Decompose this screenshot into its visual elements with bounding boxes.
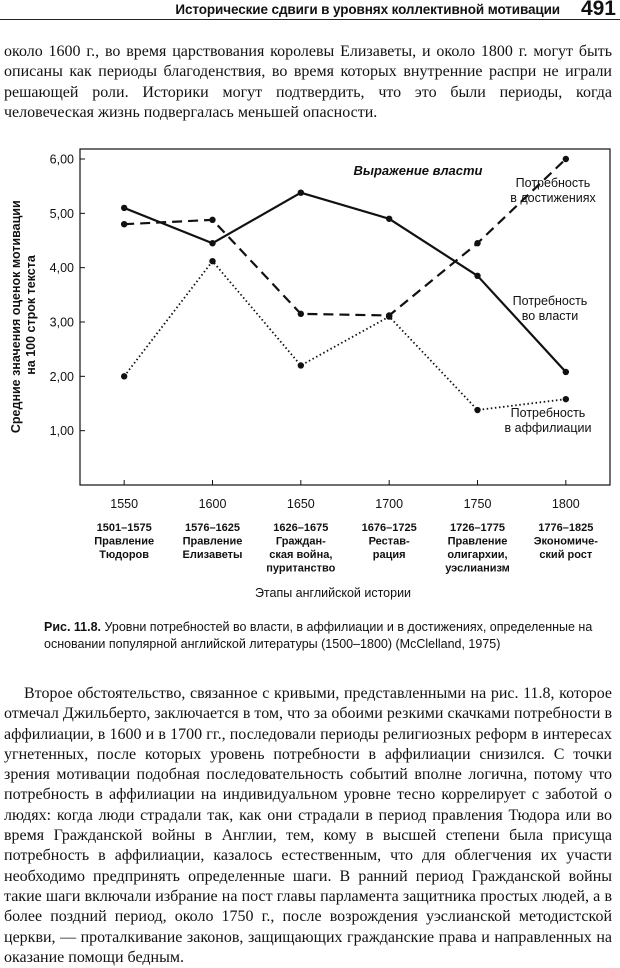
paragraph-bottom: Второе обстоятельство, связанное с кривыми, представленными на рис. 11.8, которое отмечал Джильберто, заключается в том, что за обоими резкими скачками потребности в аффилиации, в 1600 и в 1700 гг., последовали периоды религиозных реформ в интересах угнетенных, после которых уровень потребности в аффилиации снизился. С точки зрения мотивации подобная последовательность событий вполне логична, потому что потребность в аффилиации на индивидуальном уровне тесно коррелирует с заботой о людях: когда люди страдали так, как они страдали в период правления Тюдора или во время Гражданской войны в Англии, тем, кому в высшей степени была присуща потребность в аффилиации, казалось естественным, что для облегчения их участи необходимо предпринять определенные шаги. В ранний период Гражданской войны такие шаги включали избрание на пост главы парламента защитника простых людей, а в более поздний период, около 1750 г., после возрождения уэслианской методистской церкви, — проталкивание законов, защищающих гражданские права и направленных на оказание помощи бедным. bbox=[4, 685, 612, 966]
period-label-line: Правление bbox=[447, 535, 508, 548]
y-tick-label: 3,00 bbox=[49, 315, 74, 330]
period-label bbox=[266, 522, 335, 575]
data-point-affiliation bbox=[209, 258, 215, 264]
period-label-line: 1626–1675 bbox=[273, 522, 329, 534]
series-label-line: в достижениях bbox=[510, 191, 596, 205]
period-label-line: ская война, bbox=[269, 549, 333, 561]
series-label-line: Потребность bbox=[510, 406, 586, 420]
caption-label: Рис. 11.8. bbox=[44, 620, 102, 634]
series-label-power bbox=[513, 294, 588, 323]
x-tick-label: 1600 bbox=[198, 497, 227, 511]
y-tick-label: 2,00 bbox=[49, 369, 74, 384]
y-axis-label-line-1: Средние значения оценок мотивации bbox=[9, 200, 23, 434]
y-tick-label: 1,00 bbox=[49, 424, 74, 439]
period-label-line: Елизаветы bbox=[182, 549, 243, 561]
data-point-power bbox=[121, 205, 127, 211]
series-label-line: во власти bbox=[521, 309, 579, 323]
data-point-achievement bbox=[474, 240, 480, 246]
data-point-affiliation bbox=[474, 407, 480, 413]
period-label-line: 1726–1775 bbox=[449, 522, 506, 534]
period-label bbox=[445, 522, 510, 575]
period-label-line: рация bbox=[372, 549, 406, 561]
data-point-power bbox=[563, 369, 569, 375]
series-line-achievement bbox=[124, 159, 566, 315]
x-tick-label: 1550 bbox=[110, 497, 139, 511]
y-tick-label: 6,00 bbox=[49, 152, 74, 167]
data-point-power bbox=[298, 189, 304, 195]
figure-caption bbox=[44, 619, 604, 653]
data-point-achievement bbox=[298, 311, 304, 317]
period-label-line: Правление bbox=[94, 535, 155, 548]
running-header bbox=[0, 0, 620, 20]
period-label-line: 1501–1575 bbox=[96, 522, 152, 534]
period-label-line: Рестав- bbox=[368, 535, 410, 548]
period-label-line: пуританство bbox=[266, 562, 336, 575]
period-label-line: 1576–1625 bbox=[184, 522, 241, 534]
period-label-line: 1676–1725 bbox=[361, 522, 417, 534]
period-label-line: 1776–1825 bbox=[538, 522, 594, 534]
data-point-affiliation bbox=[121, 373, 127, 379]
period-label-line: олигархии, bbox=[447, 549, 508, 561]
series-line-affiliation bbox=[124, 261, 566, 410]
series-label-affiliation bbox=[505, 406, 592, 435]
page-number: 491 bbox=[580, 0, 616, 20]
period-label-line: уэслианизм bbox=[445, 562, 510, 575]
series-label-line: Потребность bbox=[512, 294, 588, 308]
period-label bbox=[362, 522, 417, 561]
data-point-achievement bbox=[563, 156, 569, 162]
data-point-achievement bbox=[209, 217, 215, 223]
series-label-line: Потребность bbox=[515, 176, 591, 190]
series-label-achievement bbox=[510, 176, 596, 205]
y-axis-label-line-2: на 100 строк текста bbox=[24, 255, 38, 375]
data-point-affiliation bbox=[298, 362, 304, 368]
period-label-line: Правление bbox=[182, 535, 243, 548]
y-axis-label bbox=[9, 197, 38, 433]
data-point-achievement bbox=[121, 221, 127, 227]
chart-annotation: Выражение власти bbox=[353, 163, 483, 178]
paragraph-top: около 1600 г., во время царствования королевы Елизаветы, и около 1800 г. могут быть описаны как периоды благоденствия, во время которых внутренние распри не играли решающей роли. Историки могут подтвердить, что это были периоды, когда человеческая жизнь подвергалась меньшей опасности. bbox=[4, 43, 612, 121]
x-tick-label: 1700 bbox=[375, 497, 404, 511]
period-label-line: Граждан- bbox=[275, 535, 326, 548]
running-title: Исторические сдвиги в уровнях коллективной мотивации bbox=[175, 2, 560, 17]
data-point-affiliation bbox=[386, 313, 392, 319]
caption-text: Уровни потребностей во власти, в аффилиации и в достижениях, определенные на основании популярной английской литературы (1500–1800) (McClelland, 1975) bbox=[44, 620, 593, 651]
x-tick-label: 1750 bbox=[463, 497, 492, 511]
period-label-line: ский рост bbox=[539, 549, 593, 561]
data-point-power bbox=[474, 273, 480, 279]
period-label bbox=[183, 522, 243, 561]
x-tick-label: 1650 bbox=[286, 497, 315, 511]
series-label-line: в аффилиации bbox=[504, 421, 592, 435]
period-label-line: Тюдоров bbox=[99, 549, 150, 561]
data-point-affiliation bbox=[563, 396, 569, 402]
x-axis-label: Этапы английской истории bbox=[254, 586, 412, 600]
y-tick-label: 4,00 bbox=[49, 261, 74, 276]
data-point-power bbox=[209, 240, 215, 246]
y-tick-label: 5,00 bbox=[49, 206, 74, 221]
series-line-power bbox=[124, 193, 566, 372]
period-label bbox=[94, 522, 154, 561]
motivation-chart bbox=[0, 145, 620, 615]
period-label bbox=[534, 522, 599, 561]
period-label-line: Экономиче- bbox=[533, 535, 598, 548]
data-point-power bbox=[386, 216, 392, 222]
x-tick-label: 1800 bbox=[551, 497, 580, 511]
